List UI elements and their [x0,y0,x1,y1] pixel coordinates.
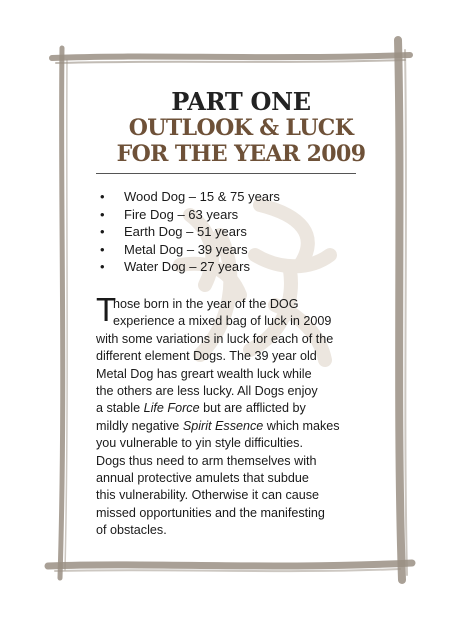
bullet-icon: • [100,206,105,222]
body-paragraph [96,296,384,540]
body-line: a stable Life Force but are afflicted by [96,401,306,416]
drop-cap: T [96,291,117,328]
chapter-title-line-1: OUTLOOK & LUCK [128,115,354,141]
part-title: PART ONE [171,87,311,116]
spirit-essence-term: Spirit Essence [182,418,264,433]
body-line: missed opportunities and the manifesting [96,505,325,520]
body-line: you vulnerable to yin style difficulties. [96,436,303,451]
body-line: Dogs thus need to arm themselves with [96,453,317,468]
body-line: of obstacles. [96,523,167,538]
list-item: • Water Dog – 27 years [100,259,250,274]
heading-block [96,88,386,167]
list-item: • Fire Dog – 63 years [100,206,239,222]
bullet-icon: • [100,259,105,274]
divider [96,173,356,174]
life-force-term: Life Force [143,401,200,416]
list-item: • Metal Dog – 39 years [100,241,248,257]
body-line: the others are less lucky. All Dogs enjoy [96,384,318,399]
body-line: mildly negative Spirit Essence which makes [96,418,340,433]
list-item: • Wood Dog – 15 & 75 years [100,189,280,204]
bullet-icon: • [100,241,105,257]
bullet-icon: • [100,189,105,204]
body-line: experience a mixed bag of luck in 2009 [113,314,332,329]
body-line: different element Dogs. The 39 year old [96,349,317,364]
body-line: annual protective amulets that subdue [96,471,309,486]
body-line: with some variations in luck for each of the [96,331,334,346]
chapter-title-line-2: FOR THE YEAR 2009 [116,141,366,167]
list-item: • Earth Dog – 51 years [100,224,247,239]
bullet-icon: • [100,224,105,239]
body-line: Metal Dog has greart wealth luck while [96,366,312,381]
body-line: hose born in the year of the DOG [113,297,299,311]
dog-age-list [100,188,380,276]
body-line: this vulnerability. Otherwise it can cause [96,488,320,503]
